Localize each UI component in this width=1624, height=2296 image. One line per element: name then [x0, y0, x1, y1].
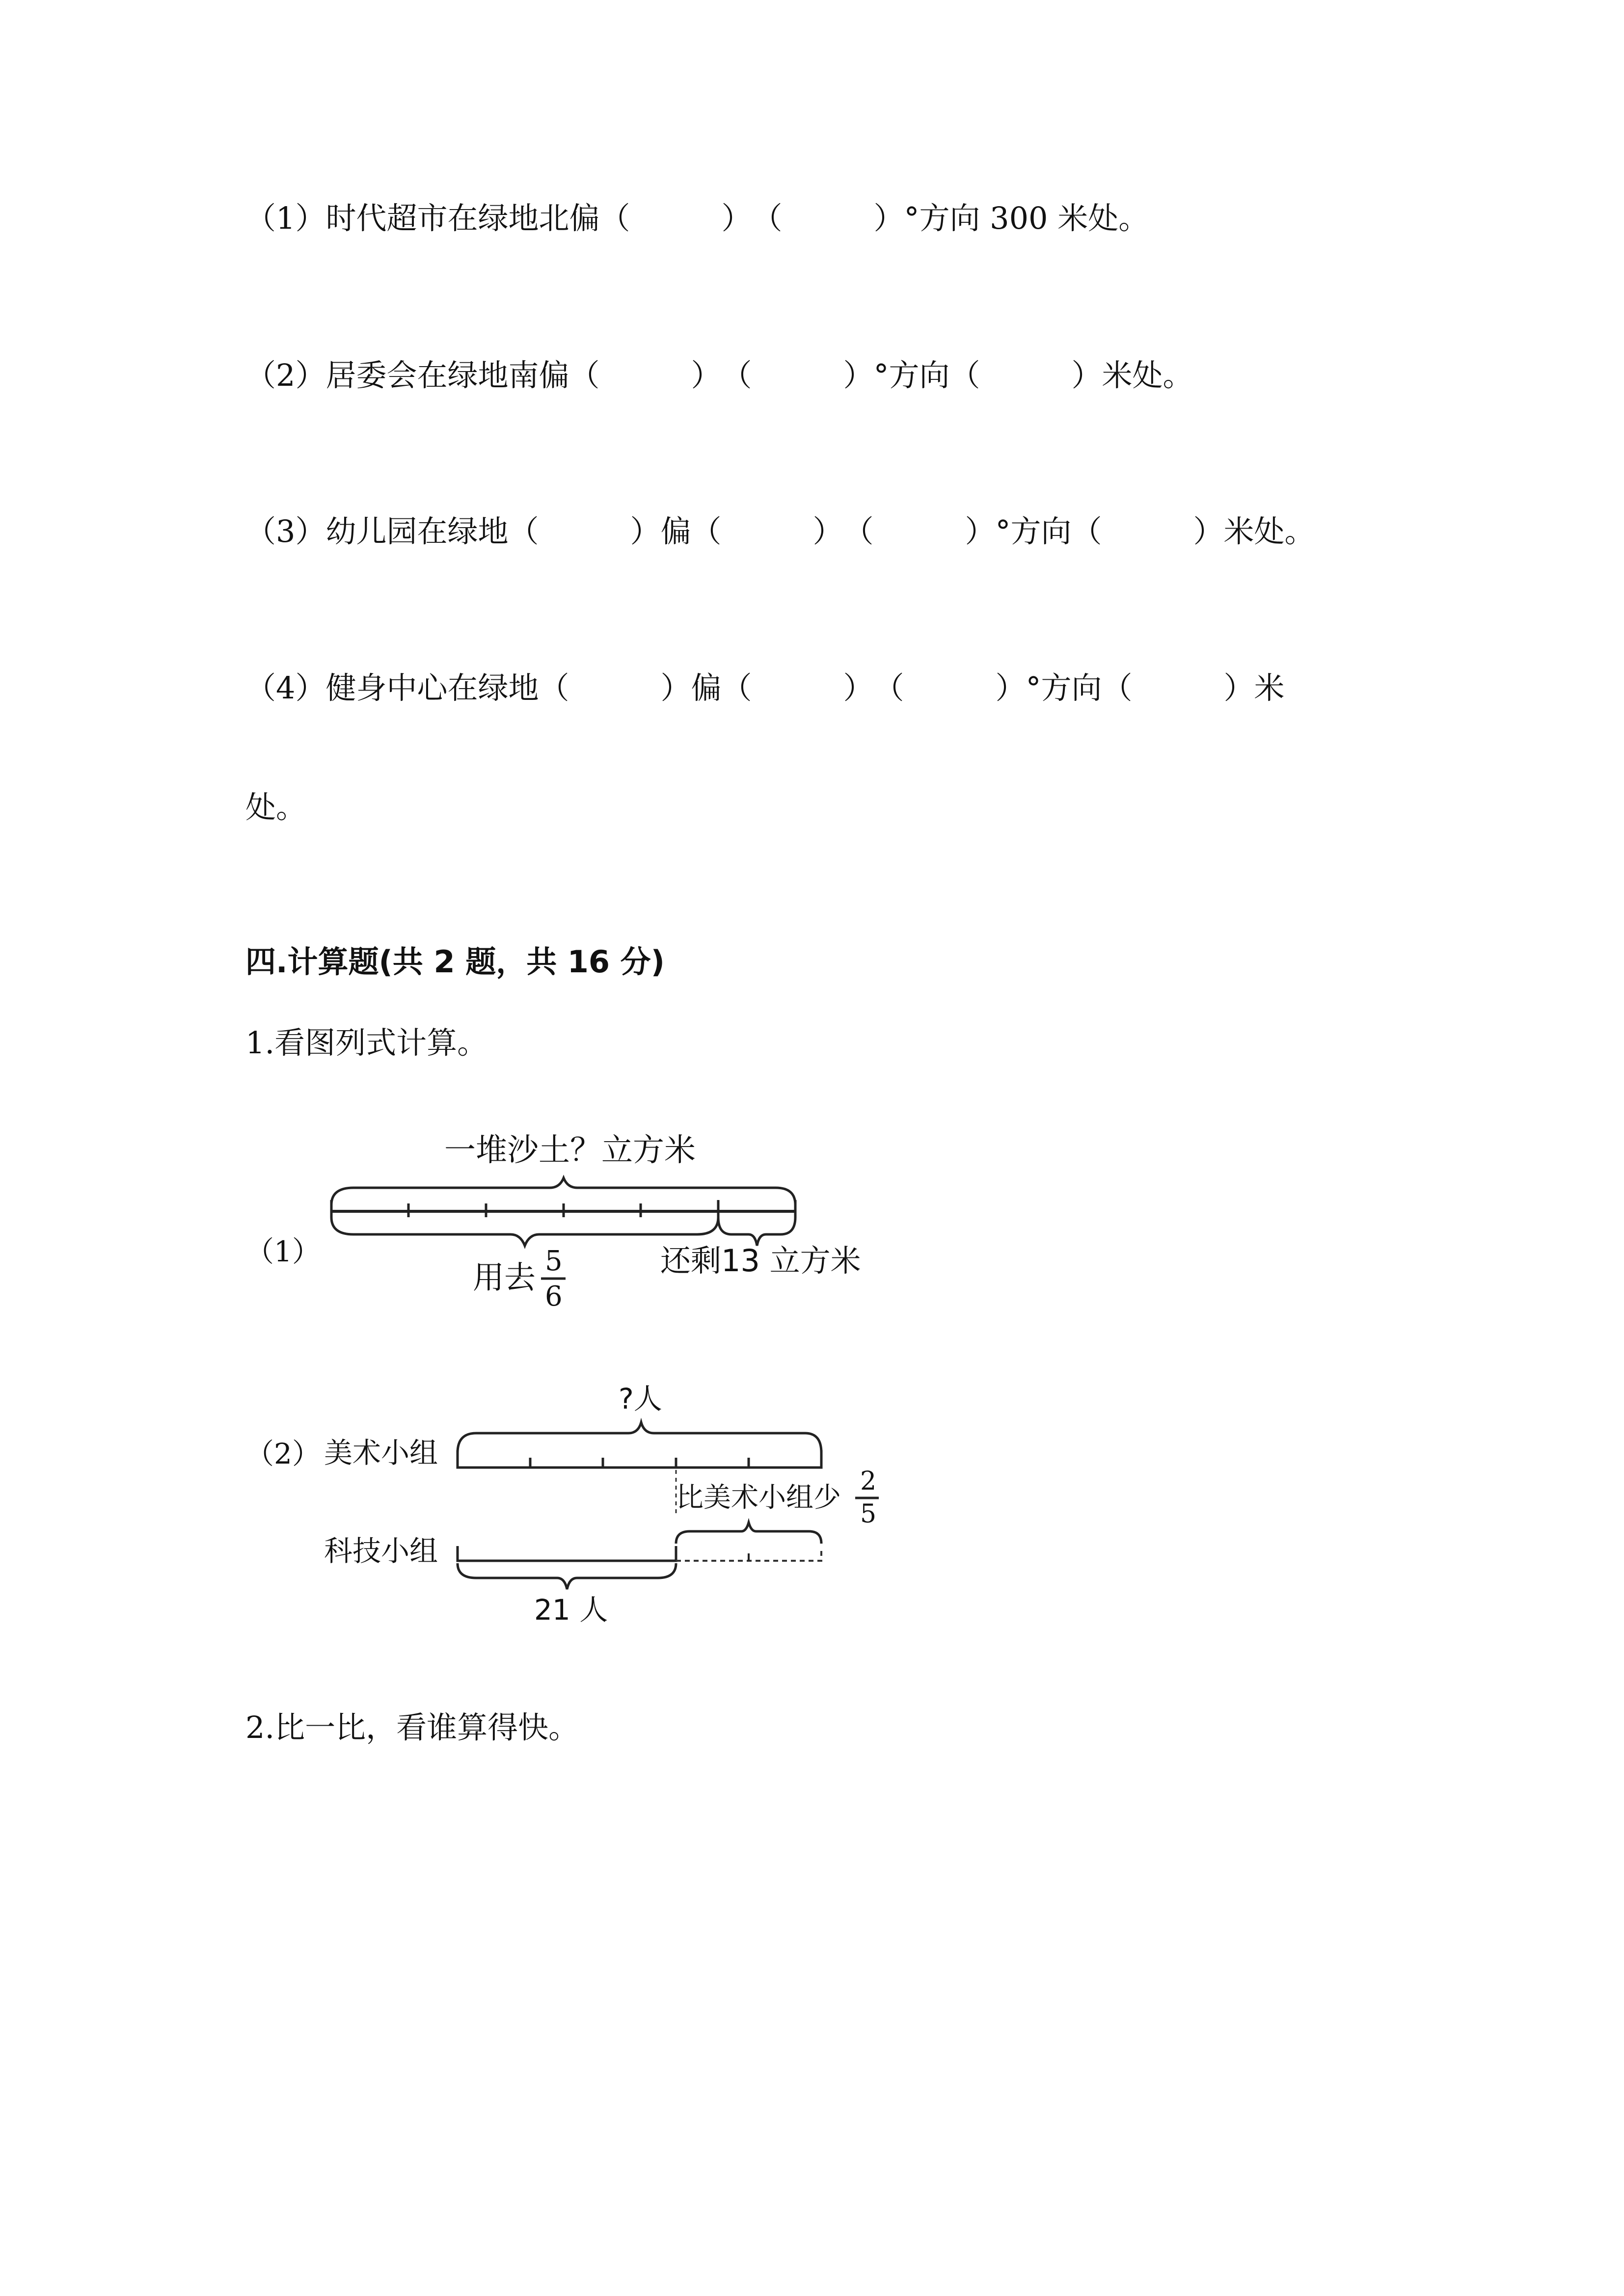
used-fraction-numerator: 5	[545, 1245, 563, 1277]
question-3-3: （3）幼儿园在绿地（ ）偏（ ） （ ）°方向（ ）米处。	[245, 513, 1315, 549]
question-3-1: （1）时代超市在绿地北偏（ ） （ ）°方向 300 米处。	[245, 200, 1149, 236]
diagram-1-top-label: 一堆沙土？立方米	[444, 1132, 696, 1169]
total-label: ?人	[619, 1382, 662, 1415]
art-group-label: 美术小组	[324, 1436, 438, 1469]
diagram-2	[236, 1364, 972, 1639]
bar-ticks	[331, 1200, 795, 1217]
art-bar-ticks	[530, 1458, 749, 1468]
question-3-4: （4）健身中心在绿地（ ）偏（ ） （ ）°方向（ ）米	[245, 670, 1285, 706]
compare-fraction-numerator: 2	[860, 1467, 877, 1496]
tech-count-label: 21 人	[534, 1593, 608, 1627]
question-4-2-title: 2.比一比，看谁算得快。	[245, 1709, 579, 1745]
tech-group-label: 科技小组	[324, 1534, 438, 1568]
diagram-1	[236, 1099, 923, 1325]
art-top-brace	[458, 1422, 821, 1453]
used-fraction-denominator: 6	[545, 1281, 563, 1312]
compare-label: 比美术小组少	[676, 1482, 841, 1514]
top-brace	[331, 1178, 795, 1205]
question-3-2: （2）居委会在绿地南偏（ ） （ ）°方向（ ）米处。	[245, 357, 1193, 393]
tech-bar	[458, 1546, 676, 1561]
remain-brace	[718, 1217, 795, 1246]
art-bar	[458, 1450, 821, 1468]
used-brace	[331, 1217, 718, 1246]
diagram-2-label: （2）	[245, 1437, 321, 1470]
diagram-1-label: （1）	[245, 1235, 321, 1268]
remain-label: 还剩13 立方米	[660, 1243, 861, 1279]
compare-brace	[676, 1522, 821, 1544]
section-heading: 四.计算题(共 2 题，共 16 分)	[245, 944, 665, 980]
question-3-4-continued: 处。	[245, 789, 307, 825]
tech-bottom-brace	[458, 1563, 676, 1589]
question-4-1-title: 1.看图列式计算。	[245, 1025, 488, 1061]
compare-fraction-denominator: 5	[860, 1499, 877, 1529]
used-label: 用去	[473, 1260, 536, 1296]
